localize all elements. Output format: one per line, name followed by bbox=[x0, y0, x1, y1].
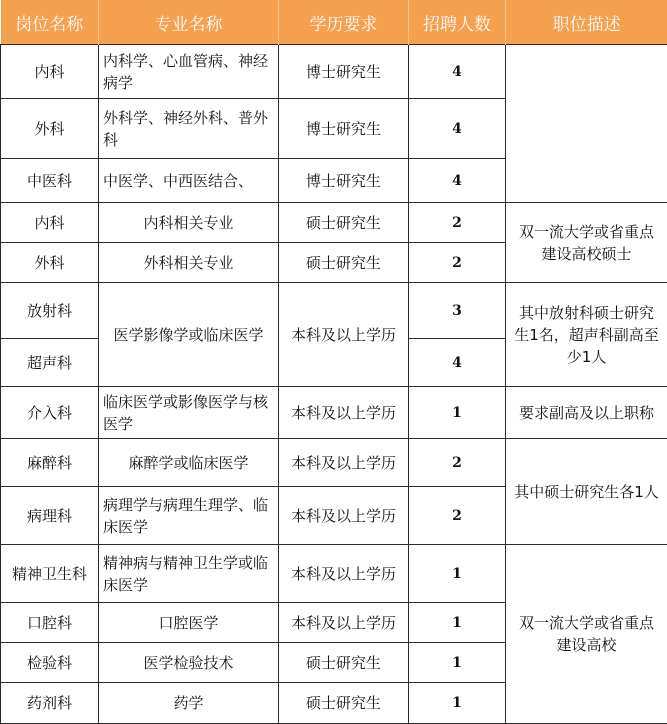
count-cell: 2 bbox=[409, 487, 506, 545]
position-cell: 中医科 bbox=[1, 159, 99, 203]
position-cell: 病理科 bbox=[1, 487, 99, 545]
count-cell: 3 bbox=[409, 283, 506, 339]
position-cell: 外科 bbox=[1, 99, 99, 159]
header-row bbox=[1, 0, 667, 45]
description-cell-interventional: 要求副高及以上职称 bbox=[506, 387, 667, 439]
education-cell: 博士研究生 bbox=[279, 159, 409, 203]
table-row bbox=[1, 387, 667, 439]
count-cell: 1 bbox=[409, 683, 506, 724]
major-cell: 精神病与精神卫生学或临床医学 bbox=[99, 545, 279, 603]
count-cell: 2 bbox=[409, 203, 506, 243]
major-cell: 医学影像学或临床医学 bbox=[99, 283, 279, 387]
count-cell: 4 bbox=[409, 99, 506, 159]
major-cell: 中医学、中西医结合、 bbox=[99, 159, 279, 203]
table-row bbox=[1, 283, 667, 339]
education-cell: 本科及以上学历 bbox=[279, 283, 409, 387]
education-cell: 硕士研究生 bbox=[279, 203, 409, 243]
education-cell: 博士研究生 bbox=[279, 45, 409, 99]
count-cell: 4 bbox=[409, 45, 506, 99]
position-cell: 介入科 bbox=[1, 387, 99, 439]
count-cell: 1 bbox=[409, 643, 506, 683]
count-cell: 4 bbox=[409, 339, 506, 387]
table-row bbox=[1, 439, 667, 487]
education-cell: 本科及以上学历 bbox=[279, 545, 409, 603]
description-cell-imaging: 其中放射科硕士研究生1名，超声科副高至少1人 bbox=[506, 283, 667, 387]
count-cell: 4 bbox=[409, 159, 506, 203]
position-cell: 口腔科 bbox=[1, 603, 99, 643]
count-cell: 2 bbox=[409, 243, 506, 283]
count-cell: 2 bbox=[409, 439, 506, 487]
position-cell: 外科 bbox=[1, 243, 99, 283]
table-row bbox=[1, 45, 667, 99]
major-cell: 麻醉学或临床医学 bbox=[99, 439, 279, 487]
education-cell: 博士研究生 bbox=[279, 99, 409, 159]
education-cell: 硕士研究生 bbox=[279, 683, 409, 724]
major-cell: 内科相关专业 bbox=[99, 203, 279, 243]
major-cell: 外科相关专业 bbox=[99, 243, 279, 283]
count-cell: 1 bbox=[409, 545, 506, 603]
description-cell-others: 双一流大学或省重点建设高校 bbox=[506, 545, 667, 724]
education-cell: 本科及以上学历 bbox=[279, 439, 409, 487]
education-cell: 本科及以上学历 bbox=[279, 487, 409, 545]
header-description: 职位描述 bbox=[506, 0, 667, 45]
position-cell: 内科 bbox=[1, 203, 99, 243]
description-cell-anesth-path: 其中硕士研究生各1人 bbox=[506, 439, 667, 545]
position-cell: 检验科 bbox=[1, 643, 99, 683]
position-cell: 放射科 bbox=[1, 283, 99, 339]
major-cell: 病理学与病理生理学、临床医学 bbox=[99, 487, 279, 545]
count-cell: 1 bbox=[409, 387, 506, 439]
education-cell: 本科及以上学历 bbox=[279, 603, 409, 643]
education-cell: 硕士研究生 bbox=[279, 643, 409, 683]
position-cell: 精神卫生科 bbox=[1, 545, 99, 603]
description-cell-phd bbox=[506, 45, 667, 203]
major-cell: 外科学、神经外科、普外科 bbox=[99, 99, 279, 159]
position-cell: 内科 bbox=[1, 45, 99, 99]
count-cell: 1 bbox=[409, 603, 506, 643]
education-cell: 硕士研究生 bbox=[279, 243, 409, 283]
position-cell: 麻醉科 bbox=[1, 439, 99, 487]
major-cell: 医学检验技术 bbox=[99, 643, 279, 683]
major-cell: 内科学、心血管病、神经病学 bbox=[99, 45, 279, 99]
header-position: 岗位名称 bbox=[1, 0, 99, 45]
header-major: 专业名称 bbox=[99, 0, 279, 45]
table-row bbox=[1, 203, 667, 243]
major-cell: 口腔医学 bbox=[99, 603, 279, 643]
table-row bbox=[1, 545, 667, 603]
description-cell-masters: 双一流大学或省重点建设高校硕士 bbox=[506, 203, 667, 283]
position-cell: 超声科 bbox=[1, 339, 99, 387]
education-cell: 本科及以上学历 bbox=[279, 387, 409, 439]
major-cell: 药学 bbox=[99, 683, 279, 724]
header-count: 招聘人数 bbox=[409, 0, 506, 45]
position-cell: 药剂科 bbox=[1, 683, 99, 724]
major-cell: 临床医学或影像医学与核医学 bbox=[99, 387, 279, 439]
header-education: 学历要求 bbox=[279, 0, 409, 45]
